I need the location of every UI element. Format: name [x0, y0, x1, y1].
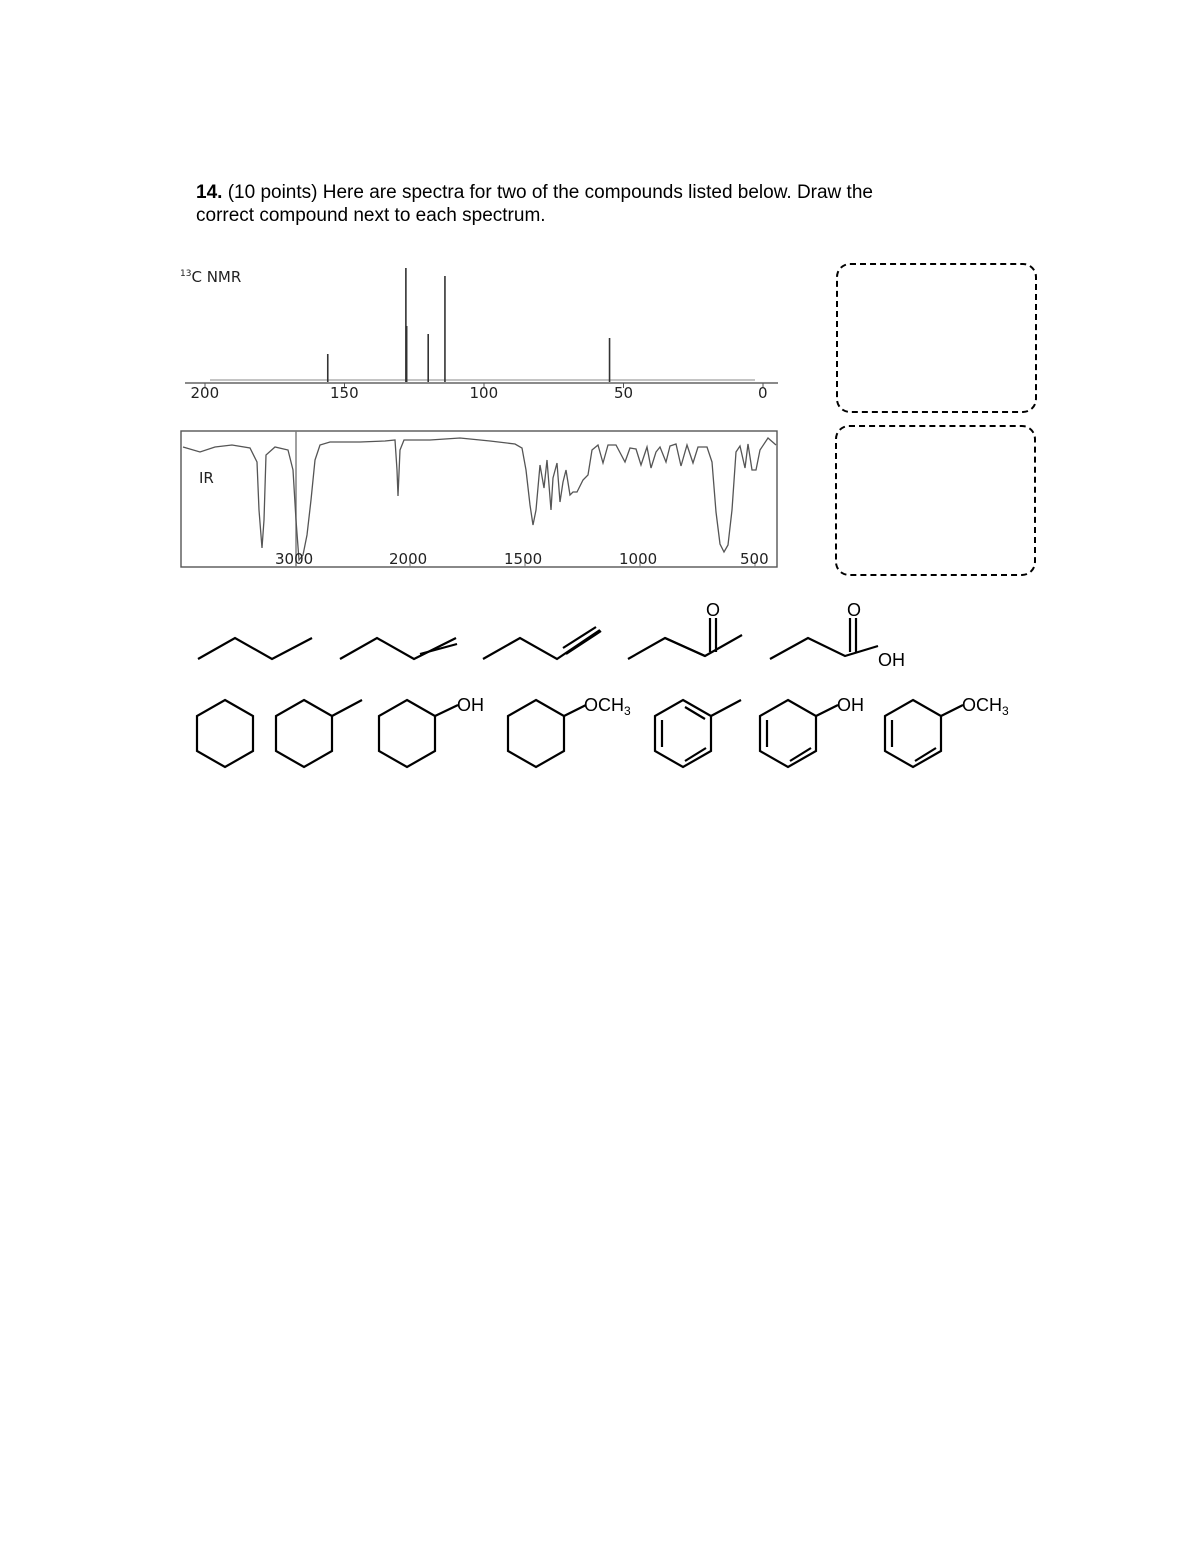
nmr-tick-label: 150 — [330, 384, 359, 402]
structure-toluene — [655, 700, 741, 767]
ir-tick-1000: 1000 — [619, 550, 658, 568]
ir-tick-3000: 3000 — [275, 550, 314, 568]
nmr-tick-label: 100 — [469, 384, 499, 402]
ir-tick-2000: 2000 — [389, 550, 428, 568]
cyclohexanol-oh-label: OH — [457, 695, 484, 715]
question-line-2: correct compound next to each spectrum. — [196, 205, 546, 226]
nmr-tick-label: 200 — [190, 384, 220, 402]
ir-label: IR — [199, 469, 214, 487]
ir-tick-1500: 1500 — [504, 550, 543, 568]
nmr-tick-label: 0 — [758, 384, 768, 402]
acid-oh-label: OH — [878, 650, 905, 670]
question-number: 14. — [196, 182, 223, 203]
methoxy-och3-label: $OCH_3$ — [584, 695, 631, 718]
anisole-och3-label: $OCH_3$ — [962, 695, 1009, 718]
structure-cyclohexanol — [379, 700, 458, 767]
phenol-oh-label: OH — [837, 695, 864, 715]
ketone-o-label: O — [706, 600, 721, 620]
structure-methoxycyclohexane — [508, 700, 586, 767]
nmr-label: $^{13}$C NMR — [180, 268, 242, 286]
structure-anisole — [885, 700, 963, 767]
structure-cyclohexane — [197, 700, 253, 767]
nmr-tick-label: 50 — [614, 384, 634, 402]
acid-o-label: O — [847, 600, 862, 620]
structure-methylcyclohexane — [276, 700, 362, 767]
ir-tick-500: 500 — [740, 550, 769, 568]
structure-phenol — [760, 700, 838, 767]
question-line-1: 14. (10 points) Here are spectra for two of the compounds listed below. Draw the — [196, 182, 873, 203]
